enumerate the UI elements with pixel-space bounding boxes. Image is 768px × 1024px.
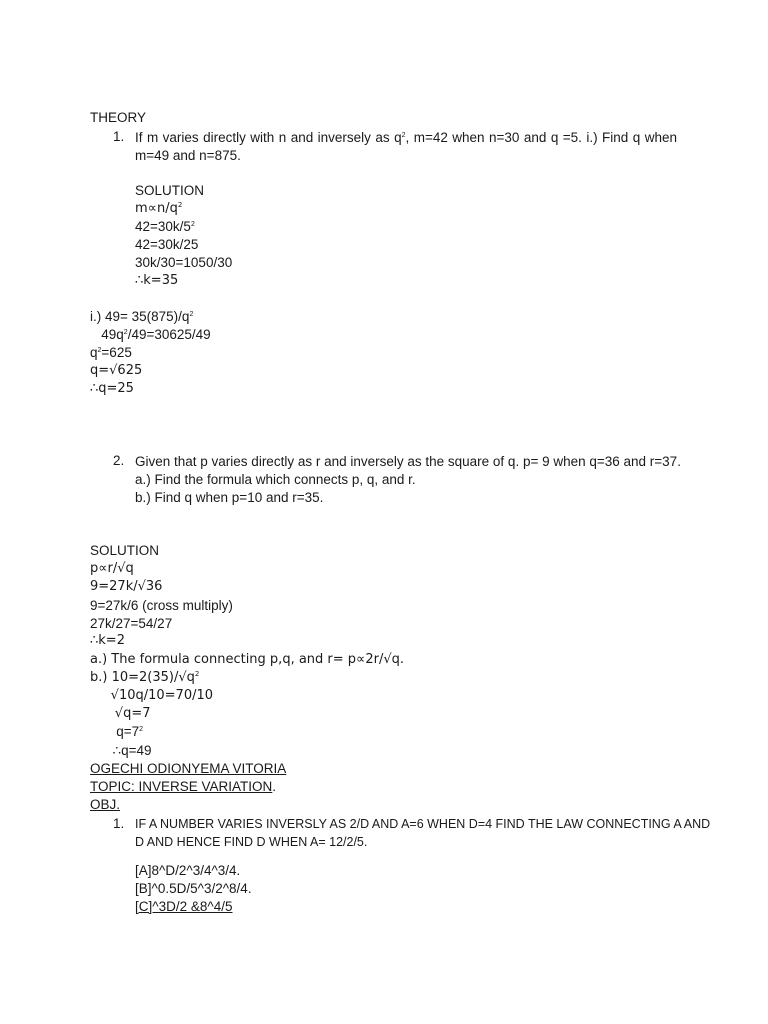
question-2-text: Given that p varies directly as r and inversely as the square of q. p= 9 when q=36 and r=37. <box>135 454 681 469</box>
solution-step: √10q/10=70/10 <box>90 688 214 703</box>
obj-question-1-number: 1. <box>113 816 125 831</box>
theory-heading: THEORY <box>90 110 147 125</box>
solution-step: 9=27k/6 (cross multiply) <box>90 598 233 613</box>
solution-step: √q=7 <box>90 706 151 721</box>
part-i-step: ∴q=25 <box>90 381 134 396</box>
solution-2-heading: SOLUTION <box>90 543 160 558</box>
option-b: [B]^0.5D/5^3/2^8/4. <box>135 881 252 896</box>
solution-1-heading: SOLUTION <box>135 183 205 198</box>
solution-step: $q=7^2$ <box>90 724 144 739</box>
question-2-sub-a: a.) Find the formula which connects p, q, and r. <box>135 472 416 487</box>
solution-step: 27k/27=54/27 <box>90 616 173 631</box>
topic-text: TOPIC: INVERSE VARIATION <box>90 779 273 794</box>
solution-step: 30k/30=1050/30 <box>135 255 233 270</box>
option-a: [A]8^D/2^3/4^3/4. <box>135 863 241 878</box>
solution-step: ∴k=35 <box>135 273 179 288</box>
question-1-text: If m varies directly with n and inversely as $q^2$, m=42 when n=30 and q =5. i.) Find q when <box>135 130 677 145</box>
obj-question-1-text: IF A NUMBER VARIES INVERSLY AS 2/D AND A=6 WHEN D=4 FIND THE LAW CONNECTING A AND <box>135 817 711 831</box>
solution-step: $42=30k/5^2$ <box>135 219 195 234</box>
question-1-number: 1. <box>113 129 125 144</box>
part-i-step: $49q^2/49=30625/49$ <box>90 327 211 342</box>
solution-step: a.) The formula connecting p,q, and r= p∝2r/√q. <box>90 652 404 667</box>
topic-line: TOPIC: INVERSE VARIATION. <box>90 779 277 794</box>
solution-step: b.) $10=2(35)/√q^2$ <box>90 670 200 685</box>
solution-step: $m\propto n/q^2$ <box>135 201 183 216</box>
question-2-number: 2. <box>113 453 125 468</box>
solution-step: p∝r/√q <box>90 561 134 576</box>
part-i-step: $q^2=625$ <box>90 345 132 360</box>
part-i-step: q=√625 <box>90 363 143 378</box>
solution-step: ∴k=2 <box>90 633 125 648</box>
part-i-step: i.) $49= 35(875)/q^2$ <box>90 309 194 324</box>
author-name: OGECHI ODIONYEMA VITORIA <box>90 761 287 776</box>
obj-question-1-text-line2: D AND HENCE FIND D WHEN A= 12/2/5. <box>135 835 368 849</box>
question-2-sub-b: b.) Find q when p=10 and r=35. <box>135 490 324 505</box>
solution-step: 9=27k/√36 <box>90 579 163 594</box>
option-c: [C]^3D/2 &8^4/5 <box>135 899 233 914</box>
solution-step: ∴q=49 <box>90 743 152 758</box>
obj-heading: OBJ. <box>90 797 121 812</box>
question-1-text-line2: m=49 and n=875. <box>135 148 241 163</box>
solution-step: 42=30k/25 <box>135 237 199 252</box>
